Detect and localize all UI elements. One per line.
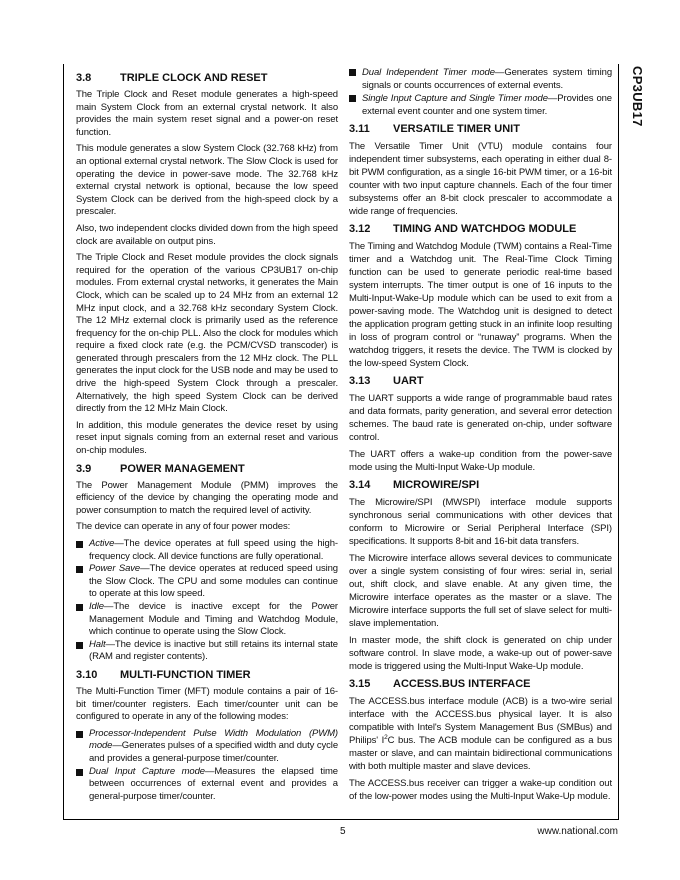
list-item-text: —The device is inactive except for the Power Management Module and Timing and Watchdog Module, which continue to operate using the Slow Clock. (89, 600, 338, 638)
section-heading (349, 478, 612, 492)
list-item (76, 728, 338, 766)
section-title: VERSATILE TIMER UNIT (393, 123, 520, 135)
footer-website-link[interactable]: www.national.com (537, 826, 618, 837)
square-bullet-icon (76, 541, 83, 548)
list-item-text: —Provides one external event counter and one system timer. (362, 93, 612, 117)
paragraph: This module generates a slow System Clock (32.768 kHz) from an optional external crystal network. The Slow Clock is used for operating the device in power-save mode. The 32.768 kHz external crystal network is optional, because the low speed System Clock can be derived from the high-speed clock by a prescaler. (76, 143, 338, 218)
list-item-term: Processor-Independent Pulse Width Modulation (PWM) mode (89, 727, 338, 752)
square-bullet-icon (76, 769, 83, 776)
section-heading (76, 668, 338, 682)
list-item-term: Active (89, 538, 115, 549)
paragraph (349, 695, 612, 773)
paragraph: The Microwire interface allows several devices to communicate over a single system consisting of four wires: serial in, serial out, shift clock, and slave enable. At any given time, the Microwire interface operates as the master or a slave. The Microwire interface supports the full set of slave select for multi-slave implementation. (349, 553, 612, 629)
page-frame-left-rule (63, 64, 64, 820)
paragraph: The device can operate in any of four power modes: (76, 521, 291, 533)
list-item (349, 66, 612, 92)
square-bullet-icon (76, 731, 83, 738)
list-item-term: Dual Independent Timer mode (362, 67, 495, 78)
paragraph: The UART offers a wake-up condition from the power-save mode using the Multi-Input Wake-Up module. (349, 449, 612, 473)
paragraph: The Versatile Timer Unit (VTU) module contains four independent timer subsystems, each operating in either dual 8-bit PWM configuration, as a single 16-bit PWM timer, or a 16-bit counter with two input capture channels. Each of the four timer subsystems offer an 8-bit clock prescaler to accommodate a wide range of frequencies. (349, 141, 612, 217)
bullet-list (76, 728, 338, 804)
list-item (349, 92, 612, 118)
section-title: TRIPLE CLOCK AND RESET (120, 72, 268, 84)
list-item-text: —Generates pulses of a specified width and duty cycle and provides a general-purpose timer/counter. (89, 740, 338, 764)
list-item (76, 538, 338, 563)
square-bullet-icon (76, 604, 83, 611)
section-title: ACCESS.BUS INTERFACE (393, 678, 531, 690)
list-item-text: —The device is inactive but still retains its internal state (RAM and register contents). (89, 638, 338, 663)
document-side-title: CP3UB17 (630, 66, 645, 127)
paragraph: The Triple Clock and Reset module provides the clock signals required for the operation of the various CP3UB17 on-chip modules. From external crystal networks, it generates the Main Clock, which can be scaled up to 24 MHz from an external 12 MHz input clock, and a 32.768 kHz secondary System Clock. The 12 MHz external clock is primarily used as the reference frequency for the on-chip PLL. Also the clock for modules which require a fixed clock rate (e.g. the PCM/CVSD transcoder) is generated through prescalers from the 12 MHz clock. The PLL generates the input clock for the USB node and may be used to drive the high-speed System Clock through a prescaler. Alternatively, the high speed System Clock can be derived directly from the 12 MHz Main Clock. (76, 252, 338, 415)
paragraph: The Microwire/SPI (MWSPI) interface module supports synchronous serial communications with other devices that conform to Microwire or Serial Peripheral Interface (SPI) specifications. It supports 8-bit and 16-bit data transfers. (349, 497, 612, 547)
section-number: 3.11 (349, 123, 370, 135)
section-heading (76, 462, 338, 476)
right-column (349, 66, 612, 807)
section-heading (349, 122, 612, 136)
section-heading (349, 222, 612, 236)
section-number: 3.14 (349, 479, 371, 491)
section-title: POWER MANAGEMENT (120, 462, 245, 475)
section-heading (349, 677, 612, 691)
paragraph: The Timing and Watchdog Module (TWM) contains a Real-Time timer and a Watchdog unit. The Real-Time Clock Timing function can be used to generate periodic real-time based system interrupts. The timer output is one of 16 inputs to the Multi-Input-Wake-Up module which can be used to exit from a power-saving mode. The Watchdog unit is designed to detect the application program getting stuck in an infinite loop resulting in loss of program control or “runaway” programs. When the watchdog triggers, it resets the device. The TWM is clocked by the low-speed System Clock. (349, 241, 612, 369)
list-item-term: Idle (89, 600, 104, 612)
page-number: 5 (340, 826, 346, 837)
list-item-text: —The device operates at full speed using the high-frequency clock. All device functions are fully operational. (89, 538, 338, 562)
section-title: UART (393, 375, 424, 387)
page-frame-bottom-rule (63, 819, 619, 820)
section-number: 3.10 (76, 668, 98, 681)
left-column (76, 68, 338, 807)
paragraph: In addition, this module generates the device reset by using reset input signals coming from an external reset and various on-chip modules. (76, 419, 338, 457)
section-title: TIMING AND WATCHDOG MODULE (393, 223, 577, 235)
section-number: 3.8 (76, 72, 92, 84)
bullet-list (76, 538, 338, 664)
square-bullet-icon (76, 566, 83, 573)
superscript: 2 (384, 733, 388, 741)
bullet-list (349, 66, 612, 118)
section-title: MICROWIRE/SPI (393, 479, 480, 491)
section-number: 3.15 (349, 678, 371, 690)
list-item (76, 563, 338, 601)
paragraph-text: The ACCESS.bus interface module (ACB) is a two-wire serial interface with the ACCESS.bus physical layer. It is also compatible with Intel's System Management Bus (SMBus) and Philips' I (349, 696, 612, 746)
section-heading (349, 374, 612, 388)
list-item (76, 639, 338, 664)
paragraph: The Power Management Module (PMM) improves the efficiency of the device by changing the operating mode and power consumption to match the required level of activity. (76, 479, 338, 516)
section-heading (76, 71, 338, 85)
section-title: MULTI-FUNCTION TIMER (120, 668, 251, 681)
list-item-text: —Measures the elapsed time between occurrences of external event and provides a general-purpose timer/counter. (89, 765, 338, 802)
paragraph: The UART supports a wide range of programmable baud rates and data formats, parity generation, and several error detection schemes. The baud rate is generated on-chip, under software control. (349, 393, 612, 443)
square-bullet-icon (349, 95, 356, 102)
square-bullet-icon (76, 642, 83, 649)
paragraph-text: C bus. The ACB module can be configured as a bus master or slave, and can maintain bidirectional communications with both multiple master and slave devices. (349, 735, 612, 772)
list-item-term: Halt (89, 638, 106, 650)
section-number: 3.13 (349, 375, 371, 387)
paragraph: The Triple Clock and Reset module generates a high-speed main System Clock from an external crystal network. It also provides the main system reset signal and a power-on reset function. (76, 89, 338, 138)
square-bullet-icon (349, 69, 356, 76)
paragraph: In master mode, the shift clock is generated on chip under software control. In slave mode, a wake-up out of power-save mode is triggered using the Multi-Input Wake-Up module. (349, 635, 612, 672)
list-item-term: Dual Input Capture mode (89, 765, 205, 777)
paragraph: Also, two independent clocks divided down from the high speed clock are available on output pins. (76, 222, 338, 247)
list-item-term: Single Input Capture and Single Timer mode (362, 93, 548, 104)
paragraph: The Multi-Function Timer (MFT) module contains a pair of 16-bit timer/counter registers. Each timer/counter unit can be configured to operate in any of the following modes: (76, 685, 338, 723)
list-item-text: —Generates system timing signals or counts occurrences of external events. (362, 67, 613, 91)
list-item (76, 601, 338, 639)
list-item (76, 766, 338, 804)
section-number: 3.9 (76, 462, 92, 475)
paragraph: The ACCESS.bus receiver can trigger a wake-up condition out of the low-power modes using the Multi-Input Wake-Up module. (349, 778, 612, 802)
page-frame-right-rule (618, 64, 619, 820)
section-number: 3.12 (349, 223, 371, 235)
list-item-term: Power Save (89, 563, 141, 575)
list-item-text: —The device operates at reduced speed using the Slow Clock. The CPU and some modules can continue to operate at this low speed. (89, 563, 338, 600)
